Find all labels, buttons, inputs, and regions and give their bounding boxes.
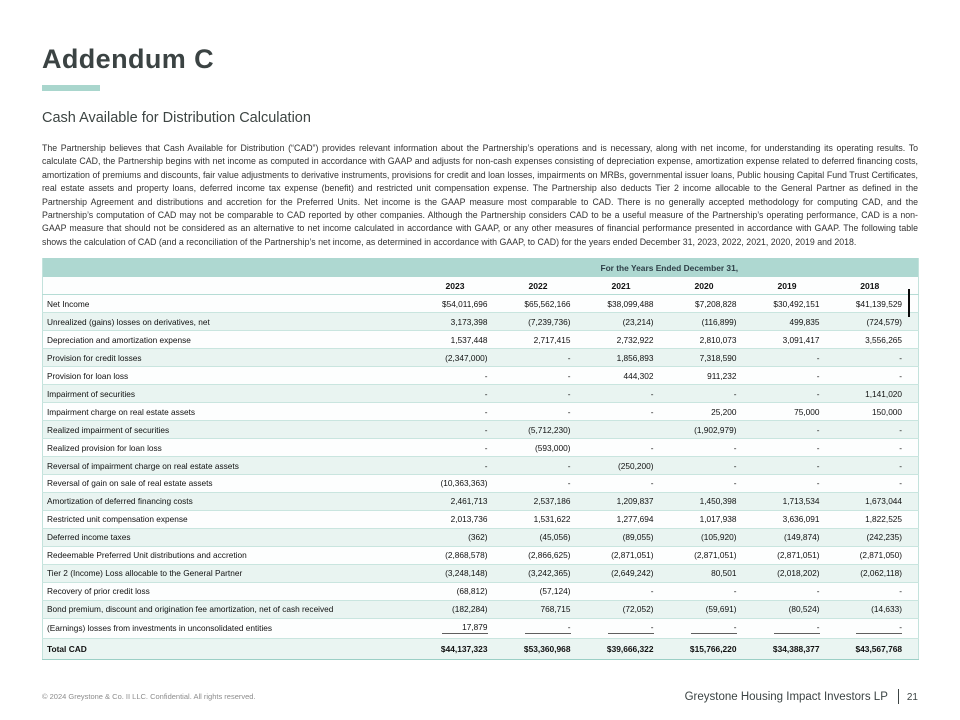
row-label: Unrealized (gains) losses on derivatives, net xyxy=(43,313,421,331)
underlined-value: - xyxy=(525,622,571,634)
table-row xyxy=(43,528,919,546)
cell-value: (362) xyxy=(421,528,504,546)
table-row xyxy=(43,384,919,402)
cell-value: 1,277,694 xyxy=(587,510,670,528)
cell-value: $65,562,166 xyxy=(504,295,587,313)
cell-value: (2,347,000) xyxy=(421,349,504,367)
table-row xyxy=(43,510,919,528)
cell-value: (59,691) xyxy=(670,600,753,618)
underlined-value: - xyxy=(856,622,902,634)
row-label: Impairment charge on real estate assets xyxy=(43,402,421,420)
cell-value: 150,000 xyxy=(836,402,919,420)
cell-value: $7,208,828 xyxy=(670,295,753,313)
cell-value: - xyxy=(504,349,587,367)
cell-value: $30,492,151 xyxy=(753,295,836,313)
cell-value: - xyxy=(587,474,670,492)
cell-value: (724,579) xyxy=(836,313,919,331)
cell-value: 3,173,398 xyxy=(421,313,504,331)
row-label: Net Income xyxy=(43,295,421,313)
cell-value: (3,248,148) xyxy=(421,564,504,582)
band-spacer xyxy=(43,258,421,277)
page-number: 21 xyxy=(906,692,918,703)
underlined-value: - xyxy=(691,622,737,634)
cell-value: 1,209,837 xyxy=(587,492,670,510)
table-row xyxy=(43,456,919,474)
table-row xyxy=(43,492,919,510)
cell-value: - xyxy=(421,456,504,474)
cell-value xyxy=(587,420,670,438)
row-label: Realized provision for loan loss xyxy=(43,438,421,456)
cell-value: - xyxy=(421,366,504,384)
cell-value: (7,239,736) xyxy=(504,313,587,331)
cell-value: (149,874) xyxy=(753,528,836,546)
cell-value: - xyxy=(504,402,587,420)
cell-value: (2,649,242) xyxy=(587,564,670,582)
year-header: 2022 xyxy=(504,277,587,295)
cell-value xyxy=(670,618,753,639)
copyright-text: © 2024 Greystone & Co. II LLC. Confidential. All rights reserved. xyxy=(42,692,256,701)
total-value: $53,360,968 xyxy=(504,639,587,660)
table-row xyxy=(43,618,919,639)
table-row xyxy=(43,474,919,492)
cell-value: 3,091,417 xyxy=(753,331,836,349)
table-row xyxy=(43,438,919,456)
table-body xyxy=(43,295,919,639)
cell-value: 1,450,398 xyxy=(670,492,753,510)
cell-value: 2,537,186 xyxy=(504,492,587,510)
underlined-value: - xyxy=(608,622,654,634)
cell-value: (89,055) xyxy=(587,528,670,546)
cell-value: (593,000) xyxy=(504,438,587,456)
year-header-row xyxy=(43,277,919,295)
row-label: Redeemable Preferred Unit distributions and accretion xyxy=(43,546,421,564)
cell-value: $38,099,488 xyxy=(587,295,670,313)
cell-value: 768,715 xyxy=(504,600,587,618)
cell-value: $54,011,696 xyxy=(421,295,504,313)
table-row xyxy=(43,546,919,564)
row-label: Recovery of prior credit loss xyxy=(43,582,421,600)
cell-value: - xyxy=(504,456,587,474)
table-row xyxy=(43,349,919,367)
row-label: Tier 2 (Income) Loss allocable to the General Partner xyxy=(43,564,421,582)
total-value: $39,666,322 xyxy=(587,639,670,660)
row-label: (Earnings) losses from investments in unconsolidated entities xyxy=(43,618,421,639)
cell-value: - xyxy=(836,349,919,367)
total-value: $15,766,220 xyxy=(670,639,753,660)
year-header: 2019 xyxy=(753,277,836,295)
cell-value: (242,235) xyxy=(836,528,919,546)
table-row xyxy=(43,402,919,420)
cell-value: 7,318,590 xyxy=(670,349,753,367)
row-label: Restricted unit compensation expense xyxy=(43,510,421,528)
year-header: 2018 xyxy=(836,277,919,295)
underlined-value: - xyxy=(774,622,820,634)
cell-value: - xyxy=(753,349,836,367)
cell-value: 3,556,265 xyxy=(836,331,919,349)
cell-value: - xyxy=(421,384,504,402)
cell-value: (182,284) xyxy=(421,600,504,618)
cell-value: (14,633) xyxy=(836,600,919,618)
footer-brand xyxy=(685,689,918,704)
table-band-row xyxy=(43,258,919,277)
intro-paragraph: The Partnership believes that Cash Available for Distribution (“CAD”) provides relevant information about the Partnership’s operations and is necessary, along with net income, for understanding its operating results. To calculate CAD, the Partnership begins with net income as computed in accordance with GAAP and adjusts for non-cash expenses consisting of depreciation expense, amortization expense related to deferred financing costs, amortization of premiums and discounts, fair value adjustments to derivative instruments, provisions for credit and loan losses, impairments on MRBs, governmental issuer loans, Public housing Capital Fund Trust Certificates, real estate assets and property loans, deferred income tax expense (benefit) and restricted unit compensation expense. The Partnership also deducts Tier 2 income allocable to the General Partner as defined in the Partnership Agreement and distributions and accretion for the Preferred Units. Net income is the GAAP measure most comparable to CAD. There is no generally accepted methodology for computing CAD, and the Partnership’s computation of CAD may not be comparable to CAD reported by other companies. Although the Partnership considers CAD to be a useful measure of the Partnership’s operating performance, CAD is a non-GAAP measure that should not be considered as an alternative to net income calculated in accordance with GAAP, or any other measures of financial performance presented in accordance with GAAP. The following table shows the calculation of CAD (and a reconciliation of the Partnership’s net income, as determined in accordance with GAAP, to CAD) for the years ended December 31, 2023, 2022, 2021, 2020, 2019 and 2018. xyxy=(42,143,918,247)
cell-value: - xyxy=(670,456,753,474)
row-label: Amortization of deferred financing costs xyxy=(43,492,421,510)
cell-value: - xyxy=(504,384,587,402)
footer xyxy=(42,689,918,704)
cell-value: - xyxy=(753,420,836,438)
cell-value: 1,856,893 xyxy=(587,349,670,367)
cell-value: 1,141,020 xyxy=(836,384,919,402)
cell-value: 1,822,525 xyxy=(836,510,919,528)
cell-value: (2,871,050) xyxy=(836,546,919,564)
cell-value: - xyxy=(753,582,836,600)
row-label: Realized impairment of securities xyxy=(43,420,421,438)
row-label: Bond premium, discount and origination fee amortization, net of cash received xyxy=(43,600,421,618)
cell-value: - xyxy=(753,366,836,384)
table-row xyxy=(43,295,919,313)
cell-value: (2,871,051) xyxy=(670,546,753,564)
cell-value: (80,524) xyxy=(753,600,836,618)
cell-value: - xyxy=(753,384,836,402)
cell-value: (5,712,230) xyxy=(504,420,587,438)
table-row xyxy=(43,331,919,349)
row-label: Depreciation and amortization expense xyxy=(43,331,421,349)
cell-value: - xyxy=(753,474,836,492)
cell-value: - xyxy=(670,384,753,402)
band-header: For the Years Ended December 31, xyxy=(421,258,919,277)
total-row xyxy=(43,639,919,660)
cell-value: 2,013,736 xyxy=(421,510,504,528)
cell-value: (116,899) xyxy=(670,313,753,331)
row-label: Deferred income taxes xyxy=(43,528,421,546)
cell-value: 911,232 xyxy=(670,366,753,384)
table-row xyxy=(43,600,919,618)
row-label: Reversal of gain on sale of real estate assets xyxy=(43,474,421,492)
cell-value: - xyxy=(587,582,670,600)
cell-value: 444,302 xyxy=(587,366,670,384)
cell-value: - xyxy=(836,456,919,474)
total-label: Total CAD xyxy=(43,639,421,660)
cell-value: - xyxy=(836,438,919,456)
cell-value: (2,871,051) xyxy=(587,546,670,564)
cell-value: - xyxy=(504,474,587,492)
cell-value: 2,810,073 xyxy=(670,331,753,349)
cell-value: 2,717,415 xyxy=(504,331,587,349)
cell-value: (23,214) xyxy=(587,313,670,331)
table-row xyxy=(43,582,919,600)
footer-divider xyxy=(898,689,899,704)
cell-value: - xyxy=(670,582,753,600)
row-label: Impairment of securities xyxy=(43,384,421,402)
cell-value xyxy=(421,618,504,639)
row-label: Reversal of impairment charge on real estate assets xyxy=(43,456,421,474)
cell-value: 80,501 xyxy=(670,564,753,582)
cell-value: - xyxy=(421,402,504,420)
cell-value: (1,902,979) xyxy=(670,420,753,438)
underlined-value: 17,879 xyxy=(442,622,488,634)
cell-value: - xyxy=(836,420,919,438)
cell-value: (72,052) xyxy=(587,600,670,618)
row-label: Provision for credit losses xyxy=(43,349,421,367)
cell-value: - xyxy=(836,582,919,600)
cell-value: 1,713,534 xyxy=(753,492,836,510)
cell-value: - xyxy=(421,438,504,456)
cell-value: (3,242,365) xyxy=(504,564,587,582)
total-value: $43,567,768 xyxy=(836,639,919,660)
table-row xyxy=(43,420,919,438)
year-header: 2023 xyxy=(421,277,504,295)
page-title: Addendum C xyxy=(42,44,214,74)
cell-value: - xyxy=(753,438,836,456)
total-value: $44,137,323 xyxy=(421,639,504,660)
cell-value: 2,461,713 xyxy=(421,492,504,510)
cell-value: (250,200) xyxy=(587,456,670,474)
cell-value: - xyxy=(587,384,670,402)
title-accent-bar xyxy=(42,85,100,91)
cell-value: 75,000 xyxy=(753,402,836,420)
page-subtitle: Cash Available for Distribution Calculation xyxy=(42,110,311,126)
cell-value: 1,017,938 xyxy=(670,510,753,528)
cell-value: - xyxy=(670,438,753,456)
cell-value: $41,139,529 xyxy=(836,295,919,313)
cell-value: (105,920) xyxy=(670,528,753,546)
cell-value: - xyxy=(836,366,919,384)
header-edge-bar xyxy=(908,289,910,317)
cell-value: - xyxy=(504,366,587,384)
cell-value: 25,200 xyxy=(670,402,753,420)
cad-table xyxy=(42,258,919,660)
cell-value: - xyxy=(753,456,836,474)
cell-value: (2,868,578) xyxy=(421,546,504,564)
cell-value xyxy=(836,618,919,639)
cell-value: 1,537,448 xyxy=(421,331,504,349)
cell-value xyxy=(587,618,670,639)
cell-value: 3,636,091 xyxy=(753,510,836,528)
cell-value: (10,363,363) xyxy=(421,474,504,492)
cell-value: - xyxy=(587,438,670,456)
company-name: Greystone Housing Impact Investors LP xyxy=(684,690,888,703)
cell-value: 1,673,044 xyxy=(836,492,919,510)
cell-value: (68,812) xyxy=(421,582,504,600)
cell-value: (57,124) xyxy=(504,582,587,600)
table-row xyxy=(43,564,919,582)
cell-value xyxy=(753,618,836,639)
year-header: 2021 xyxy=(587,277,670,295)
table-row xyxy=(43,366,919,384)
table-row xyxy=(43,313,919,331)
year-header: 2020 xyxy=(670,277,753,295)
cell-value: - xyxy=(421,420,504,438)
cell-value: (2,871,051) xyxy=(753,546,836,564)
cell-value: - xyxy=(587,402,670,420)
cell-value: (2,018,202) xyxy=(753,564,836,582)
cell-value: - xyxy=(836,474,919,492)
cell-value xyxy=(504,618,587,639)
year-header-spacer xyxy=(43,277,421,295)
row-label: Provision for loan loss xyxy=(43,366,421,384)
cell-value: (2,062,118) xyxy=(836,564,919,582)
cell-value: (2,866,625) xyxy=(504,546,587,564)
cell-value: 2,732,922 xyxy=(587,331,670,349)
total-value: $34,388,377 xyxy=(753,639,836,660)
cell-value: (45,056) xyxy=(504,528,587,546)
cell-value: 499,835 xyxy=(753,313,836,331)
cell-value: 1,531,622 xyxy=(504,510,587,528)
cell-value: - xyxy=(670,474,753,492)
